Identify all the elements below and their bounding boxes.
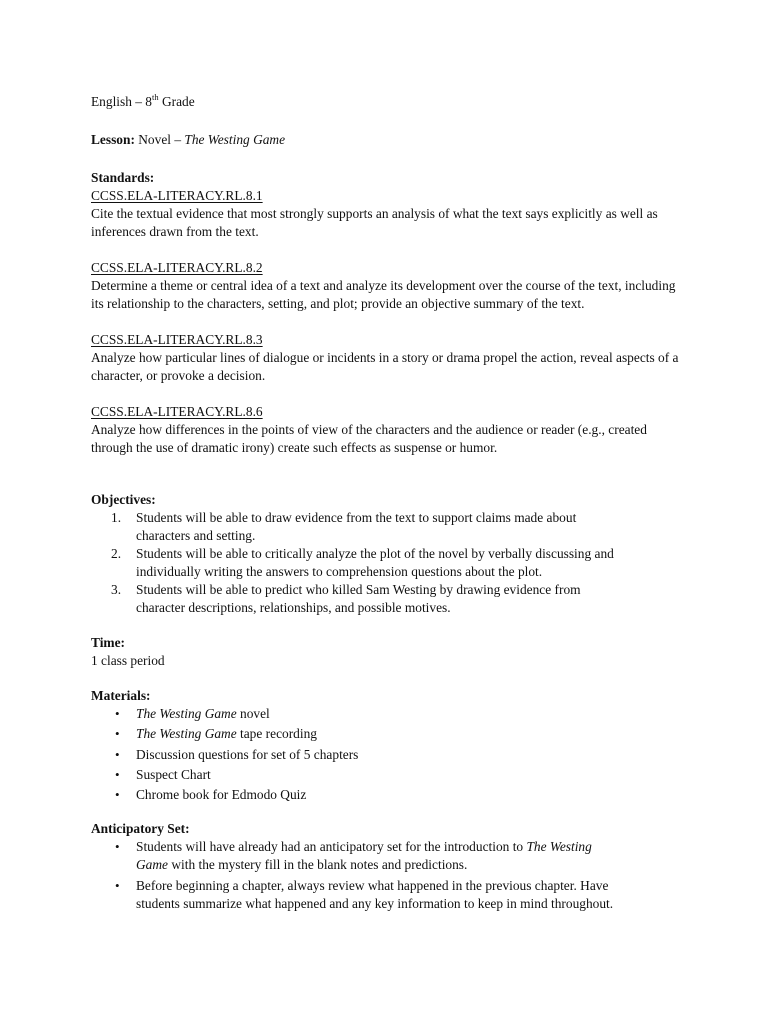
anticipatory-text: Students will have already had an anticipatory set for the introduction to (136, 839, 527, 855)
list-number: 1. (111, 510, 122, 525)
standard-description: Cite the textual evidence that most strongly supports an analysis of what the text says explicitly as well as inferences drawn from the text. (91, 206, 658, 239)
material-text: tape recording (236, 726, 317, 742)
list-item (91, 545, 686, 581)
standard-item (91, 187, 686, 241)
bullet-icon: • (115, 746, 120, 762)
list-number: 3. (111, 582, 122, 597)
standard-code-link[interactable]: CCSS.ELA-LITERACY.RL.8.2 (91, 260, 263, 275)
objective-line-1: Students will be able to predict who killed Sam Westing by drawing evidence from (136, 582, 581, 597)
lesson-label: Lesson: (91, 132, 135, 147)
standards-heading: Standards: (91, 170, 155, 185)
materials-heading: Materials: (91, 688, 151, 703)
bullet-icon: • (115, 877, 120, 893)
list-item (91, 509, 686, 545)
anticipatory-title: Game (136, 857, 168, 873)
standard-code-link[interactable]: CCSS.ELA-LITERACY.RL.8.3 (91, 332, 263, 347)
lesson-prefix: Novel – (134, 132, 185, 147)
anticipatory-text: students summarize what happened and any key information to keep in mind throughout. (136, 895, 614, 911)
list-item (91, 725, 686, 743)
subject-line (91, 93, 686, 111)
bullet-icon: • (115, 839, 120, 855)
objective-line-2: character descriptions, relationships, and possible motives. (136, 600, 451, 615)
objectives-list (91, 509, 686, 617)
anticipatory-title: The Westing (526, 839, 592, 855)
standard-description: Analyze how particular lines of dialogue or incidents in a story or drama propel the action, reveal aspects of a character, or provoke a decision. (91, 350, 679, 383)
list-item (91, 786, 686, 804)
lesson-title: The Westing Game (184, 132, 286, 147)
lesson-plan-page (91, 93, 686, 915)
bullet-icon: • (115, 787, 120, 803)
materials-list (91, 705, 686, 804)
list-item (91, 746, 686, 764)
material-title: The Westing Game (136, 726, 237, 742)
grade-suffix: Grade (158, 94, 195, 109)
anticipatory-heading: Anticipatory Set: (91, 821, 190, 837)
list-item (91, 838, 686, 874)
objective-line-1: Students will be able to draw evidence from the text to support claims made about (136, 510, 577, 525)
standard-item (91, 331, 686, 385)
standard-code-link[interactable]: CCSS.ELA-LITERACY.RL.8.6 (91, 404, 263, 419)
grade-superscript: th (152, 92, 159, 102)
material-text: Suspect Chart (136, 766, 211, 782)
time-heading: Time: (91, 635, 125, 650)
standard-code-link[interactable]: CCSS.ELA-LITERACY.RL.8.1 (91, 188, 263, 203)
material-text: novel (236, 706, 270, 721)
list-item (91, 705, 686, 723)
material-text: Discussion questions for set of 5 chapters (136, 746, 359, 762)
list-item (91, 581, 686, 617)
lesson-line (91, 131, 686, 149)
list-number: 2. (111, 546, 122, 561)
standard-item (91, 259, 686, 313)
subject-text: English – 8 (91, 94, 153, 109)
objective-line-2: characters and setting. (136, 528, 256, 543)
material-text: Chrome book for Edmodo Quiz (136, 787, 307, 803)
anticipatory-text: with the mystery fill in the blank notes and predictions. (167, 857, 468, 873)
bullet-icon: • (115, 706, 120, 721)
material-title: The Westing Game (136, 706, 237, 721)
time-value: 1 class period (91, 653, 165, 668)
anticipatory-text: Before beginning a chapter, always review what happened in the previous chapter. Have (136, 877, 609, 893)
objectives-heading: Objectives: (91, 492, 156, 507)
standard-description: Determine a theme or central idea of a text and analyze its development over the course of the text, including its relationship to the characters, setting, and plot; provide an objective summary of the text. (91, 278, 676, 311)
standard-item (91, 403, 686, 457)
objective-line-2: individually writing the answers to comprehension questions about the plot. (136, 564, 543, 579)
standard-description: Analyze how differences in the points of view of the characters and the audience or reader (e.g., created through the use of dramatic irony) create such effects as suspense or humor. (91, 422, 647, 455)
bullet-icon: • (115, 766, 120, 782)
objective-line-1: Students will be able to critically analyze the plot of the novel by verbally discussing and (136, 546, 614, 561)
list-item (91, 877, 686, 913)
list-item (91, 766, 686, 784)
bullet-icon: • (115, 726, 120, 742)
anticipatory-list (91, 838, 686, 912)
